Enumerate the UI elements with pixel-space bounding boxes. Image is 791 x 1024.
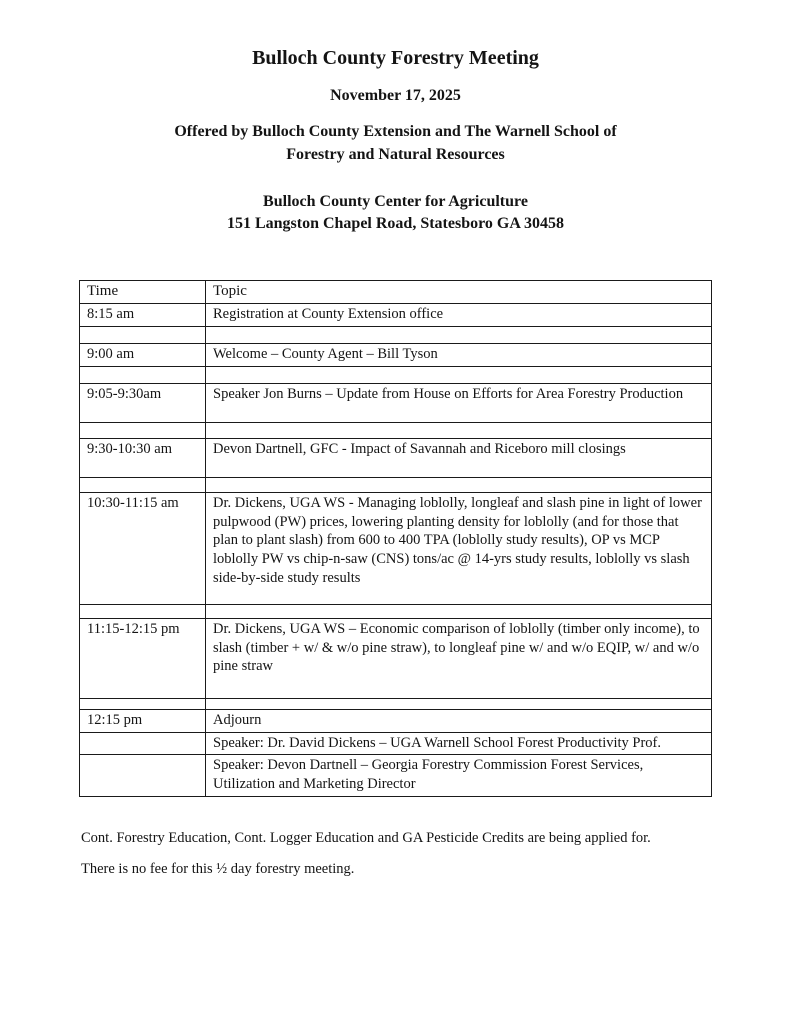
document-page bbox=[79, 0, 712, 878]
col-header-time: Time bbox=[80, 280, 206, 304]
time-cell bbox=[80, 366, 206, 383]
topic-cell: Welcome – County Agent – Bill Tyson bbox=[206, 343, 712, 366]
table-spacer-row bbox=[80, 366, 712, 383]
table-row bbox=[80, 383, 712, 422]
time-cell: 11:15-12:15 pm bbox=[80, 618, 206, 698]
offered-by-line-1: Offered by Bulloch County Extension and The Warnell School of bbox=[174, 123, 617, 140]
fee-note: There is no fee for this ½ day forestry meeting. bbox=[81, 861, 355, 878]
topic-cell: Adjourn bbox=[206, 709, 712, 732]
col-header-topic: Topic bbox=[206, 280, 712, 304]
time-cell: 12:15 pm bbox=[80, 709, 206, 732]
topic-cell: Speaker Jon Burns – Update from House on Efforts for Area Forestry Production bbox=[206, 383, 712, 422]
time-cell: 9:00 am bbox=[80, 343, 206, 366]
venue-name: Bulloch County Center for Agriculture bbox=[263, 193, 528, 211]
venue-address: 151 Langston Chapel Road, Statesboro GA 30458 bbox=[226, 214, 565, 232]
page-title: Bulloch County Forestry Meeting bbox=[252, 47, 539, 69]
topic-cell bbox=[206, 477, 712, 492]
table-row bbox=[80, 304, 712, 327]
offered-by-text bbox=[79, 120, 712, 166]
topic-cell: Dr. Dickens, UGA WS - Managing loblolly, longleaf and slash pine in light of lower pulpwood (PW) prices, lowering planting density for loblolly (and for those that plan to plant slash) from 600 to 400 TPA (loblolly study results), OP vs MCP loblolly PW vs chip-n-saw (CNS) tons/ac @ 14-yrs study results, loblolly vs slash side-by-side study results bbox=[206, 492, 712, 604]
meeting-date: November 17, 2025 bbox=[330, 87, 461, 104]
table-spacer-row bbox=[80, 422, 712, 438]
topic-cell: Speaker: Dr. David Dickens – UGA Warnell School Forest Productivity Prof. bbox=[206, 732, 712, 755]
table-spacer-row bbox=[80, 604, 712, 618]
header-row bbox=[80, 280, 712, 304]
topic-cell bbox=[206, 422, 712, 438]
table-row bbox=[80, 709, 712, 732]
table-row bbox=[80, 755, 712, 797]
agenda-table-body bbox=[80, 304, 712, 797]
time-cell bbox=[80, 422, 206, 438]
table-spacer-row bbox=[80, 477, 712, 492]
offered-by-line-2: Forestry and Natural Resources bbox=[286, 146, 505, 164]
topic-cell: Registration at County Extension office bbox=[206, 304, 712, 327]
table-spacer-row bbox=[80, 326, 712, 343]
agenda-table bbox=[79, 280, 712, 798]
time-cell bbox=[80, 326, 206, 343]
topic-cell: Dr. Dickens, UGA WS – Economic comparison of loblolly (timber only income), to slash (timber + w/ & w/o pine straw), to longleaf pine w/ and w/o EQIP, w/ and w/o pine straw bbox=[206, 618, 712, 698]
time-cell bbox=[80, 755, 206, 797]
document-header bbox=[79, 46, 712, 235]
topic-cell bbox=[206, 326, 712, 343]
table-row bbox=[80, 618, 712, 698]
table-row bbox=[80, 438, 712, 477]
time-cell: 9:05-9:30am bbox=[80, 383, 206, 422]
venue-block bbox=[79, 191, 712, 234]
time-cell bbox=[80, 477, 206, 492]
time-cell bbox=[80, 604, 206, 618]
table-row bbox=[80, 732, 712, 755]
agenda-table-header bbox=[80, 280, 712, 304]
credits-note: Cont. Forestry Education, Cont. Logger Education and GA Pesticide Credits are being applied for. bbox=[81, 830, 651, 847]
time-cell: 10:30-11:15 am bbox=[80, 492, 206, 604]
table-row bbox=[80, 492, 712, 604]
topic-cell bbox=[206, 366, 712, 383]
topic-cell: Devon Dartnell, GFC - Impact of Savannah and Riceboro mill closings bbox=[206, 438, 712, 477]
table-spacer-row bbox=[80, 698, 712, 709]
topic-cell bbox=[206, 698, 712, 709]
time-cell bbox=[80, 698, 206, 709]
table-row bbox=[80, 343, 712, 366]
time-cell: 8:15 am bbox=[80, 304, 206, 327]
time-cell bbox=[80, 732, 206, 755]
topic-cell bbox=[206, 604, 712, 618]
time-cell: 9:30-10:30 am bbox=[80, 438, 206, 477]
topic-cell: Speaker: Devon Dartnell – Georgia Forestry Commission Forest Services, Utilization and Marketing Director bbox=[206, 755, 712, 797]
footer-notes bbox=[79, 830, 712, 878]
